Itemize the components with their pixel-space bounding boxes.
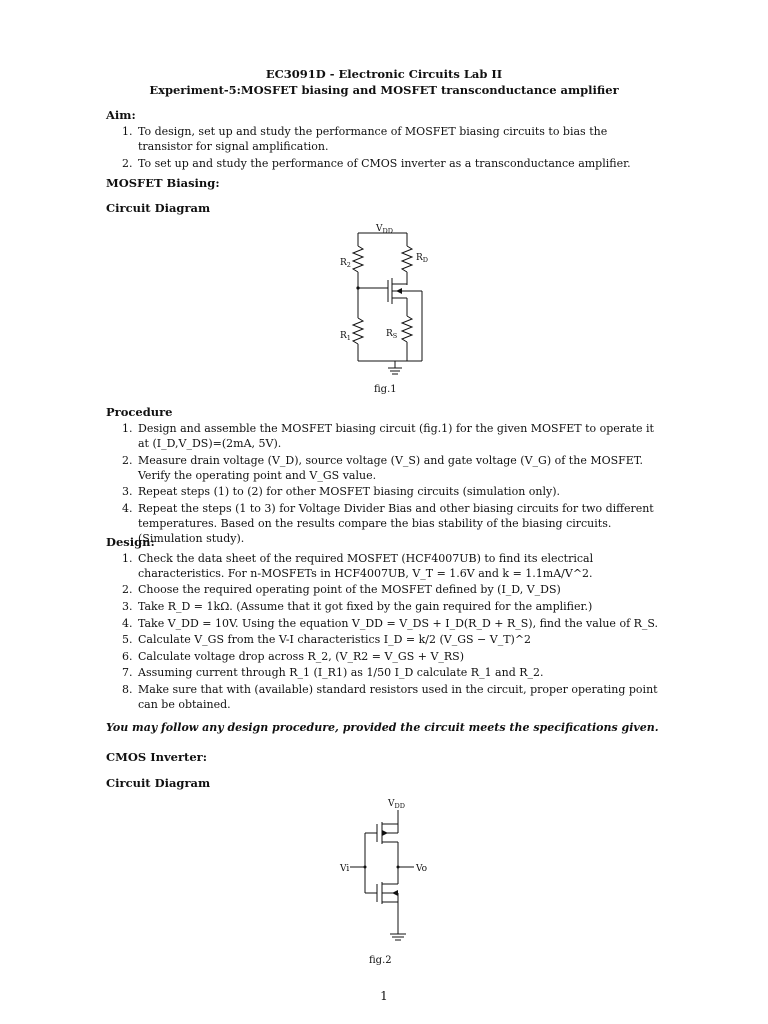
- list-item: 5. Calculate V_GS from the V-I characteristics I_D = k/2 (V_GS − V_T)^2: [122, 633, 532, 647]
- list-item: 3. Repeat steps (1) to (2) for other MOSFET biasing circuits (simulation only).: [122, 485, 561, 499]
- circuit-diagram-heading-1: Circuit Diagram: [106, 201, 211, 215]
- list-item: 3. Take R_D = 1kΩ. (Assume that it got fixed by the gain required for the amplifier.): [122, 599, 593, 613]
- vdd-label: $V_{DD}$: [376, 224, 393, 235]
- experiment-title: Experiment-5:MOSFET biasing and MOSFET transconductance amplifier: [149, 83, 619, 97]
- fig1-caption: fig.1: [374, 384, 397, 395]
- list-item: 2. Choose the required operating point of the MOSFET defined by (I_D, V_DS): [122, 583, 561, 597]
- procedure-heading: Procedure: [106, 405, 173, 419]
- document-title: EC3091D - Electronic Circuits Lab II: [265, 67, 503, 81]
- vo-label: Vo: [416, 864, 428, 874]
- list-item: 7. Assuming current through R_1 (I_R1) as 1/50 I_D calculate R_1 and R_2.: [122, 666, 544, 680]
- list-item: 2. Measure drain voltage (V_D), source voltage (V_S) and gate voltage (V_G) of the MOSFET. Verify the operating point and V_GS value.: [122, 453, 644, 482]
- aim-heading: Aim:: [106, 108, 136, 122]
- r2-label: $R_2$: [340, 258, 351, 269]
- design-note: You may follow any design procedure, provided the circuit meets the specifications given.: [106, 721, 659, 734]
- mosfet-bias-circuit: [330, 218, 450, 378]
- list-item: 1. Design and assemble the MOSFET biasing circuit (fig.1) for the given MOSFET to operate it at (I_D,V_DS)=(2mA, 5V).: [122, 422, 654, 450]
- procedure-list: [106, 422, 662, 549]
- list-item: 4. Repeat the steps (1 to 3) for Voltage Divider Bias and other biasing circuits for two different temperatures. Based on the results compare the bias stability of the biasing circuits. (Simulation study).: [122, 502, 654, 545]
- mosfet-biasing-heading: MOSFET Biasing:: [106, 176, 220, 190]
- cmos-vdd-label: $V_{DD}$: [388, 799, 405, 810]
- rd-label: $R_D$: [416, 253, 428, 264]
- vi-label: Vi: [340, 864, 350, 874]
- design-list: [106, 552, 662, 714]
- fig2-caption: fig.2: [369, 955, 392, 966]
- list-item: 2. To set up and study the performance of CMOS inverter as a transconductance amplifier.: [122, 156, 631, 170]
- design-heading: Design:: [106, 535, 155, 549]
- list-item: 6. Calculate voltage drop across R_2, (V_R2 = V_GS + V_RS): [122, 649, 464, 663]
- rs-label: $R_S$: [386, 329, 398, 340]
- list-item: 8. Make sure that with (available) standard resistors used in the circuit, proper operating point can be obtained.: [122, 683, 658, 711]
- list-item: 1. To design, set up and study the performance of MOSFET biasing circuits to bias the transistor for signal amplification.: [122, 125, 608, 153]
- r1-label: $R_1$: [340, 331, 351, 342]
- page-number: 1: [380, 989, 388, 1003]
- cmos-inverter-heading: CMOS Inverter:: [106, 750, 207, 764]
- circuit-diagram-heading-2: Circuit Diagram: [106, 776, 211, 790]
- list-item: 1. Check the data sheet of the required MOSFET (HCF4007UB) to find its electrical characteristics. For n-MOSFETs in HCF4007UB, V_T = 1.6V and k = 1.1mA/V^2.: [122, 552, 594, 580]
- list-item: 4. Take V_DD = 10V. Using the equation V_DD = V_DS + I_D(R_D + R_S), find the value of R_S.: [122, 616, 659, 630]
- aim-list: [106, 125, 662, 174]
- cmos-inverter-circuit: [330, 792, 440, 952]
